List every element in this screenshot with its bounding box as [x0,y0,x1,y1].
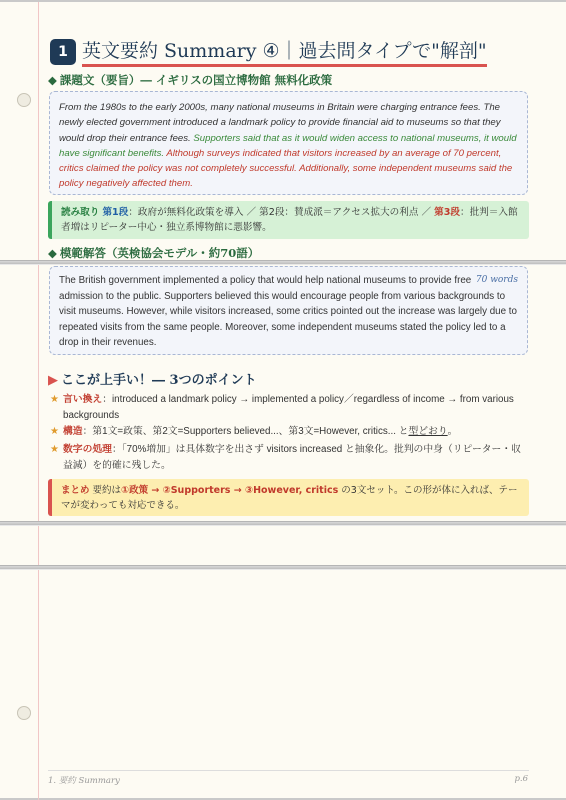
star-icon: ★ [50,444,59,455]
model-answer-text: The British government implemented a policy that would help national museums to provide free admission to the public. Supporters believed this would encourage people from various backgrounds to visit museums. However, while visitors increased, some critics pointed out the increase was largely due to repeated visits from the same people. Moreover, some independent museums stated the policy led to a drop in their revenues. [59,275,517,349]
passage-green: Supporters said that as it would widen access to national museums, it would have significant benefits. [59,132,517,159]
points-heading: ▶ ここが上手い！― 3つのポイント [48,373,257,388]
section-number-badge: 1 [50,39,76,65]
title-text: 英文要約 Summary ④｜過去問タイプで"解剖" [82,36,487,67]
page-title [50,36,550,67]
summary-label: まとめ [61,485,90,496]
point-item: ★ 数字の処理：「70%増加」は具体数字を出さず visitors increased と抽象化。批判の中身（リピーター・収益減）を的確に残した。 [50,444,521,471]
star-icon: ★ [50,394,59,405]
topic-heading: ◆ 課題文（要旨）― イギリスの国立博物館 無料化政策 [48,73,333,87]
reading-label: 読み取り [61,207,100,218]
diamond-icon: ◆ [48,73,57,87]
word-count: 70 words [475,275,518,285]
page-separator [0,565,566,570]
point-item: ★ 言い換え：introduced a landmark policy → implemented a policy／regardless of income → from various backgrounds [50,394,514,421]
passage-red: Although surveys indicated that visitors increased by an average of 70 percent, critics claimed the policy was not completely successful. Additionally, some independent museums said the policy negatively affected them. [59,147,513,190]
binder-hole [17,93,31,107]
diamond-icon: ◆ [48,246,57,260]
model-answer-box [49,266,528,355]
passage-box [49,91,528,195]
reading-p1-text: ：政府が無料化政策を導入 ／ 第2段：賛成派＝アクセス拡大の利点 ／ [128,207,435,218]
summary-highlight: ①政策 → ②Supporters → ③However, critics [121,485,339,496]
footer-divider [48,770,529,771]
triangle-icon: ▶ [48,373,58,388]
reading-box [48,201,529,239]
summary-box: まとめ 要約は①政策 → ②Supporters → ③However, critics の3文セット。この形が体に入れば、テーマが変わっても対応できる。 [48,479,529,516]
reading-p3-label: 第3段 [434,207,461,218]
page-separator [0,521,566,526]
passage-black: From the 1980s to the early 2000s, many national museums in Britain were charging entrance fees. The newly elected government introduced a landmark policy to provide financial aid to museums so that they would drop their entrance fees. [59,102,501,144]
star-icon: ★ [50,426,59,437]
model-heading: ◆ 模範解答（英検協会モデル・約70語） [48,246,260,260]
page-number: p.6 [514,774,528,784]
point-item: ★ 構造：第1文=政策、第2文=Supporters believed...、第3文=However, critics... と型どおり。 [50,424,530,440]
binder-hole [17,706,31,720]
footer-section: 1. 要約 Summary [48,776,120,786]
reading-p3-text: ：批判＝入館者増はリピーター中心・独立系博物館に悪影響。 [61,207,518,233]
margin-line [38,2,39,800]
reading-p1-label: 第1段 [102,207,129,218]
